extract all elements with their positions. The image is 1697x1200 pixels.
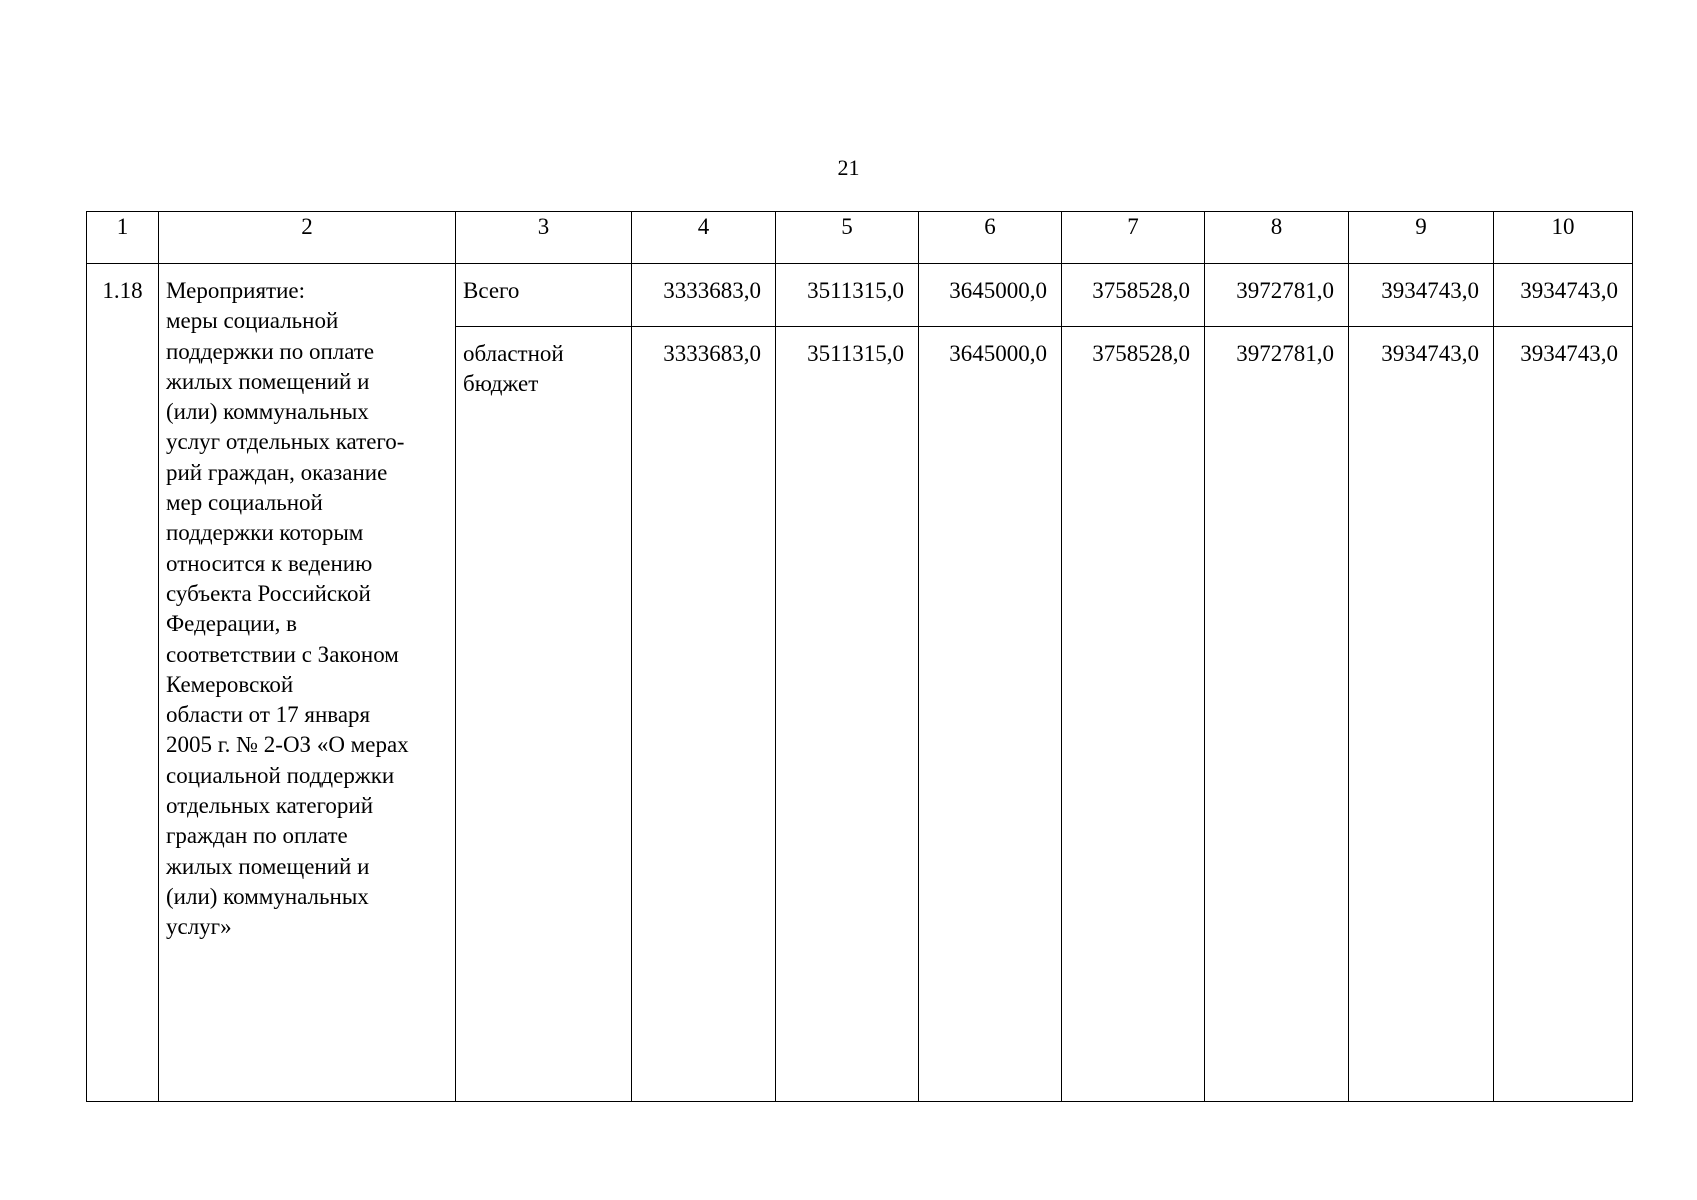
column-number: 1: [87, 212, 159, 264]
funding-table: [86, 211, 1633, 1102]
column-number: 2: [159, 212, 456, 264]
description-line: соответствии с Законом: [166, 641, 399, 667]
table-cell-value: 3934743,0: [1494, 264, 1633, 327]
column-number: 4: [632, 212, 776, 264]
column-number: 9: [1349, 212, 1494, 264]
column-number: 3: [456, 212, 632, 264]
description-line: рий граждан, оказание: [166, 459, 388, 485]
column-number: 8: [1205, 212, 1349, 264]
table-cell-value: 3511315,0: [776, 264, 919, 327]
description-line: субъекта Российской: [166, 580, 371, 606]
table-cell-value: 3333683,0: [632, 264, 776, 327]
description-line: мер социальной: [166, 490, 323, 516]
funding-source: областной бюджет: [456, 327, 632, 1102]
description-line: поддержки которым: [166, 520, 364, 546]
column-number-row: [87, 212, 1633, 264]
description-line: 2005 г. № 2-ОЗ «О мерах: [166, 732, 409, 758]
description-line: жилых помещений и: [166, 853, 370, 879]
description-line: относится к ведению: [166, 550, 373, 576]
description-line: граждан по оплате: [166, 823, 348, 849]
column-number: 7: [1062, 212, 1205, 264]
column-number: 6: [919, 212, 1062, 264]
description-line: жилых помещений и: [166, 368, 370, 394]
page-number: 21: [837, 155, 860, 180]
description-line: (или) коммунальных: [166, 883, 369, 909]
description-line: социальной поддержки: [166, 762, 395, 788]
description-line: Кемеровской: [166, 671, 294, 697]
table-cell-value: 3758528,0: [1062, 327, 1205, 1102]
description-line: Мероприятие:: [166, 278, 306, 303]
description-line: (или) коммунальных: [166, 399, 369, 425]
table-cell-value: 3758528,0: [1062, 264, 1205, 327]
table-cell-value: 3645000,0: [919, 264, 1062, 327]
description-line: услуг»: [166, 914, 232, 940]
description-line: поддержки по оплате: [166, 338, 375, 364]
table-cell-value: 3972781,0: [1205, 327, 1349, 1102]
table-cell-value: 3511315,0: [776, 327, 919, 1102]
column-number: 10: [1494, 212, 1633, 264]
description-line: области от 17 января: [166, 702, 371, 728]
table-cell-value: 3934743,0: [1349, 327, 1494, 1102]
table-cell-value: 3972781,0: [1205, 264, 1349, 327]
description-line: меры социальной: [166, 308, 339, 334]
measure-description: [159, 264, 456, 1102]
table-cell-value: 3934743,0: [1349, 264, 1494, 327]
description-line: отдельных категорий: [166, 793, 374, 819]
table-cell-value: 3934743,0: [1494, 327, 1633, 1102]
table-cell-value: 3333683,0: [632, 327, 776, 1102]
description-line: услуг отдельных катего-: [166, 429, 405, 455]
description-line: Федерации, в: [166, 611, 297, 637]
table-cell-value: 3645000,0: [919, 327, 1062, 1102]
column-number: 5: [776, 212, 919, 264]
funding-source: Всего: [456, 264, 632, 327]
row-code: 1.18: [87, 264, 159, 1102]
table-row: [87, 264, 1633, 327]
